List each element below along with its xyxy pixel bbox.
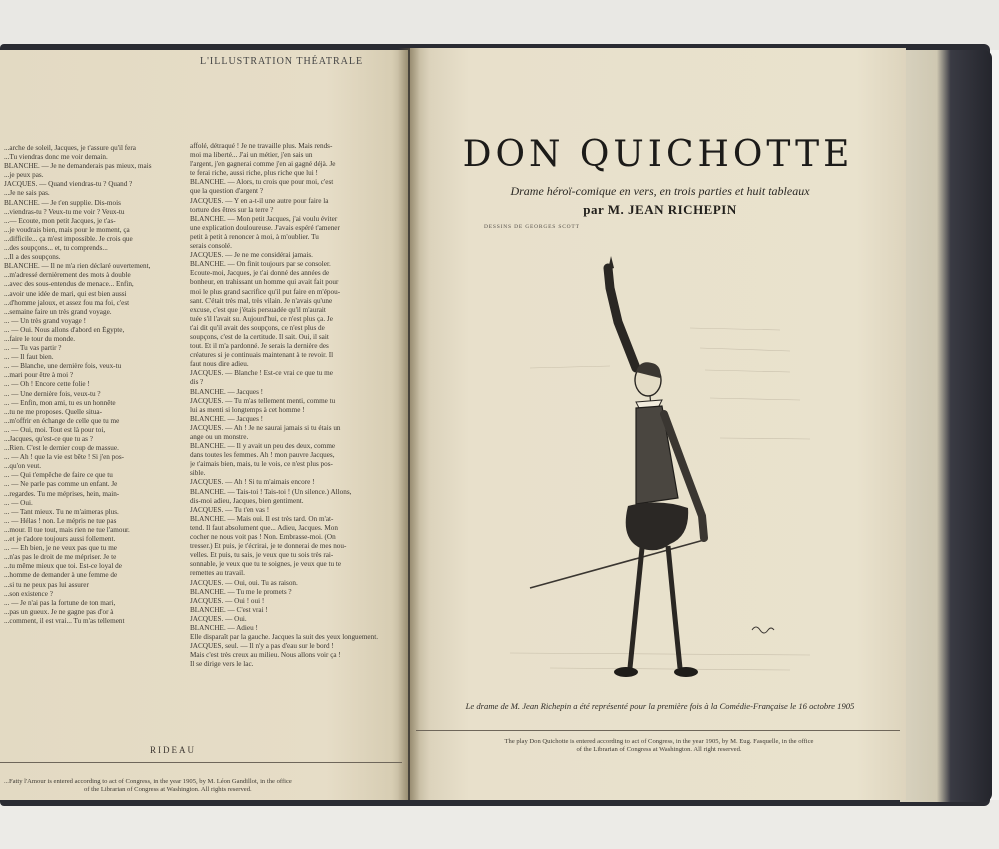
text-line: ...mari pour être à moi ? xyxy=(4,371,74,380)
text-column-1 xyxy=(4,144,182,734)
text-line: ...je voudrais bien, mais pour le moment, ça xyxy=(4,225,130,234)
text-line: JACQUES. — Oui, oui. Tu as raison. xyxy=(190,578,298,587)
text-line: t'ai dit qu'il avait des soupçons, ce n'est plus de xyxy=(190,323,325,332)
text-line: je t'aimais bien, mais, tu le vois, ce n'est plus pos- xyxy=(190,460,333,469)
text-line: ... — Tu vas partir ? xyxy=(4,344,62,353)
text-line: remettes au travail. xyxy=(190,569,245,578)
background-top xyxy=(0,0,999,50)
text-line: BLANCHE. — Adieu ! xyxy=(190,623,258,632)
text-line: BLANCHE. — Tu me le promets ? xyxy=(190,587,292,596)
text-line: ...regardes. Tu me méprises, hein, main- xyxy=(4,489,120,498)
text-line: l'argent, j'en gagnerai comme j'en ai gagné déjà. Je xyxy=(190,160,336,169)
text-line: ... — Ah ! que la vie est bête ! Si j'en pos- xyxy=(4,453,125,462)
text-line: ...arche de soleil, Jacques, je t'assure qu'il fera xyxy=(4,144,136,152)
text-line: JACQUES. — Tu m'as tellement menti, comme tu xyxy=(190,396,336,405)
pointing-hand xyxy=(608,256,614,270)
sword xyxy=(530,540,704,588)
text-line: créatures si je continuais maintenant à te revoir. Il xyxy=(190,351,334,360)
text-line: ... — Ne parle pas comme un enfant. Je xyxy=(4,480,118,489)
text-line: ...homme de demander à une femme de xyxy=(4,571,118,580)
text-line: ange ou un monstre. xyxy=(190,433,249,441)
drawings-credit: DESSINS DE GEORGES SCOTT xyxy=(484,224,580,230)
text-line: BLANCHE. — Jacques ! xyxy=(190,414,264,423)
text-line: ...tu même mieux que toi. Est-ce loyal de xyxy=(4,562,122,571)
text-line: ... — Hélas ! non. Le mépris ne tue pas xyxy=(4,516,117,525)
text-line: ...tu ne me proposes. Quelle situa- xyxy=(4,407,103,416)
text-line: ...Jacques, qu'est-ce que tu as ? xyxy=(4,435,93,443)
background-bottom xyxy=(0,800,999,849)
text-line: ...comment, il est vrai... Tu m'as tellement xyxy=(4,616,125,625)
text-line: velles. Et puis, tu sais, je veux que tu sois très rai- xyxy=(190,551,334,560)
text-line: ...Je ne sais pas. xyxy=(4,189,50,198)
text-line: ... — Qui t'empêche de faire ce que tu xyxy=(4,471,113,480)
right-footnote-line: of the Librarian of Congress at Washington. All right reserved. xyxy=(576,746,742,754)
text-line: JACQUES. — Je ne me considérai jamais. xyxy=(190,251,313,260)
play-title: DON QUICHOTTE xyxy=(462,134,854,175)
text-line: que la question d'argent ? xyxy=(190,187,264,196)
curtain-label: RIDEAU xyxy=(150,745,196,755)
text-line: affolé, détraqué ! Je ne travaille plus. Mais rends- xyxy=(190,142,333,150)
text-line: dis ? xyxy=(190,378,204,387)
left-leg xyxy=(630,548,642,668)
doublet xyxy=(636,406,678,504)
text-line: tend. Il faut absolument que... Adieu, Jacques. Mon xyxy=(190,523,338,532)
text-line: BLANCHE. — Alors, tu crois que pour moi, c'est xyxy=(190,178,334,187)
text-line: JACQUES. — Quand viendras-tu ? Quand ? xyxy=(4,180,133,189)
text-line: JACQUES, seul. — Il n'y a pas d'eau sur le bord ! xyxy=(190,642,334,651)
left-footnote xyxy=(4,778,400,795)
text-line: ...pas un gueux. Je ne gagne pas d'or à xyxy=(4,607,114,616)
text-line: ...difficile... ça m'est impossible. Je crois que xyxy=(4,234,133,243)
text-line: BLANCHE. — C'est vrai ! xyxy=(190,605,268,614)
text-line: sant. C'était très mal, très vilain. Je n'avais qu'une xyxy=(190,296,333,305)
text-line: moi le plus grand sacrifice qu'il put faire en m'épou- xyxy=(190,287,341,296)
premiere-caption: Le drame de M. Jean Richepin a été représenté pour la première fois à la Comédie-Française le 16 octobre 1905 xyxy=(465,701,855,711)
left-footnote-line: of the Librarian of Congress at Washington. All rights reserved. xyxy=(84,786,252,794)
text-line: JACQUES. — Ah ! Je ne saurai jamais si tu étais un xyxy=(190,423,341,432)
text-line: BLANCHE. — Il ne m'a rien déclaré ouvertement, xyxy=(4,262,151,271)
text-line: tout. Et il m'a pardonné. Je serais la dernière des xyxy=(190,342,329,351)
text-line: tuée s'il l'avait su. Aujourd'hui, ce n'est plus ça. Je xyxy=(190,314,333,323)
running-head: L'ILLUSTRATION THÉATRALE xyxy=(200,56,364,67)
left-shoe xyxy=(614,667,638,677)
text-line: Mais c'est très creux au milieu. Nous allons voir ça ! xyxy=(190,651,341,660)
text-line: JACQUES. — Ah ! Si tu m'aimais encore ! xyxy=(190,478,315,487)
right-footnote-line: The play Don Quichotte is entered according to act of Congress, in the year 1905, by M. Eug. Fasquelle, in the office xyxy=(504,738,814,745)
text-line: dis-moi adieu, Jacques, bien gentiment. xyxy=(190,496,304,505)
text-line: ...si tu ne peux pas lui assurer xyxy=(4,580,89,589)
left-page xyxy=(0,50,408,800)
raised-arm xyxy=(608,268,636,368)
text-line: ... — Une dernière fois, veux-tu ? xyxy=(4,389,101,398)
text-line: ...je peux pas. xyxy=(4,171,44,180)
text-line: serais consolé. xyxy=(190,242,232,251)
text-line: petit à petit à renoncer à moi, à m'oublier. Tu xyxy=(190,232,319,241)
text-line: ... — Enfin, mon ami, tu es un honnête xyxy=(4,398,116,407)
text-line: soupçons, c'est de la certitude. Il sait. Oui, il sait xyxy=(190,332,329,341)
text-line: faut nous dire adieu. xyxy=(190,360,249,369)
text-line: excuse, c'est que j'étais persuadée qu'il m'aurait xyxy=(190,305,326,314)
play-author: par M. JEAN RICHEPIN xyxy=(583,202,737,217)
text-line: ...Rien. C'est le dernier coup de massue. xyxy=(4,444,119,453)
right-leg xyxy=(668,546,680,668)
text-line: ... — Il faut bien. xyxy=(4,353,54,362)
text-line: BLANCHE. — Je ne demanderais pas mieux, mais xyxy=(4,162,152,171)
caption-rule xyxy=(416,730,900,731)
text-line: sible. xyxy=(190,469,206,478)
text-line: sonnable, je veux que tu te soignes, je veux que tu te xyxy=(190,560,342,569)
text-line: ...— Ecoute, mon petit Jacques, je t'as- xyxy=(4,216,116,225)
text-line: ...Il a des soupçons. xyxy=(4,253,61,262)
text-line: ... — Tant mieux. Tu ne m'aimeras plus. xyxy=(4,507,119,516)
play-subtitle: Drame héroï-comique en vers, en trois parties et huit tableaux xyxy=(510,184,810,198)
text-line: BLANCHE. — Il y avait un peu des deux, comme xyxy=(190,442,336,451)
text-line: ...semaine faire un très grand voyage. xyxy=(4,307,112,316)
text-line: BLANCHE. — Je t'en supplie. Dis-mois xyxy=(4,198,121,207)
text-line: ...avoir une idée de mari, qui est bien aussi xyxy=(4,289,127,298)
text-line: ...son existence ? xyxy=(4,589,53,598)
text-line: moi ma liberté... J'ai un métier, j'en sais un xyxy=(190,151,313,160)
text-line: ... — Un très grand voyage ! xyxy=(4,316,87,325)
breeches xyxy=(626,502,688,550)
text-line: ... — Oui. xyxy=(4,498,33,507)
text-line: BLANCHE. — Jacques ! xyxy=(190,387,264,396)
right-page xyxy=(410,48,906,800)
book-gutter xyxy=(398,48,420,800)
text-line: Ecoute-moi, Jacques, je t'ai donné des années de xyxy=(190,269,330,278)
text-line: ...faire le tour du monde. xyxy=(4,334,76,343)
text-line: ... — Blanche, une dernière fois, veux-tu xyxy=(4,362,122,371)
text-line: BLANCHE. — On finit toujours par se consoler. xyxy=(190,260,331,269)
text-line: Il se dirige vers le lac. xyxy=(190,660,254,669)
text-column-2 xyxy=(190,142,402,732)
text-line: Elle disparaît par la gauche. Jacques la suit des yeux longuement. xyxy=(190,633,379,642)
footnote-rule xyxy=(0,762,402,763)
text-line: une explication douloureuse. J'avais espéré t'amener xyxy=(190,223,340,232)
text-line: JACQUES. — Blanche ! Est-ce vrai ce que tu me xyxy=(190,369,333,378)
text-line: JACQUES. — Tu t'en vas ! xyxy=(190,505,270,514)
text-line: lui as menti si longtemps à cet homme ! xyxy=(190,405,305,414)
don-quichotte-illustration xyxy=(490,248,830,688)
text-line: torture des êtres sur la terre ? xyxy=(190,205,274,214)
artist-signature xyxy=(752,627,774,633)
text-line: ...Tu viendras donc me voir demain. xyxy=(4,153,108,162)
text-line: ... — Oui, moi. Tout est là pour toi, xyxy=(4,425,106,434)
text-line: ...des soupçons... et, tu comprends... xyxy=(4,244,108,253)
text-line: ...mour. Il tue tout, mais rien ne tue l'amour. xyxy=(4,525,130,534)
right-shoe xyxy=(674,667,698,677)
text-line: ...m'offrir en échange de celle que tu me xyxy=(4,416,120,425)
text-line: BLANCHE. — Tais-toi ! Tais-toi ! (Un silence.) Allons, xyxy=(190,487,352,496)
text-line: BLANCHE. — Mon petit Jacques, j'ai voulu éviter xyxy=(190,214,338,223)
text-line: ... — Je n'ai pas la fortune de ton mari, xyxy=(4,598,116,607)
text-line: dans toutes les femmes. Ah ! mon pauvre Jacques, xyxy=(190,451,335,460)
text-line: ...et je t'adore toujours aussi follement. xyxy=(4,535,116,544)
text-line: ...n'as pas le droit de me mépriser. Je te xyxy=(4,553,117,562)
text-line: ... — Oh ! Encore cette folie ! xyxy=(4,380,90,389)
text-line: BLANCHE. — Mais oui. Il est très tard. On m'at- xyxy=(190,514,334,523)
text-line: ... — Eh bien, je ne veux pas que tu me xyxy=(4,544,117,553)
left-footnote-line: ...Fatty l'Amour is entered according to act of Congress, in the year 1905, by M. Léon Gandillot, in the office xyxy=(4,778,292,785)
text-line: bonheur, en trahissant un homme qui avait fait pour xyxy=(190,278,339,287)
right-footnote xyxy=(424,738,894,755)
text-line: cocher ne nous voit pas ! Non. Embrasse-moi. (On xyxy=(190,533,336,542)
text-line: ... — Oui. Nous allons d'abord en Égypte, xyxy=(4,325,125,334)
text-line: ...m'adressé dernièrement des mots à double xyxy=(4,271,131,280)
text-line: ...viendras-tu ? Veux-tu me voir ? Veux-tu xyxy=(4,207,125,216)
book-page-edges xyxy=(900,50,992,802)
text-line: JACQUES. — Oui ! oui ! xyxy=(190,596,265,605)
text-line: ...qu'on veut. xyxy=(4,462,42,471)
text-line: ...avec des sous-entendus de menace... Enfin, xyxy=(4,280,134,289)
text-line: te ferai riche, aussi riche, plus riche que lui ! xyxy=(190,169,318,178)
text-line: JACQUES. — Oui. xyxy=(190,614,247,623)
text-line: JACQUES. — Y en a-t-il une autre pour faire la xyxy=(190,196,329,205)
text-line: tresser.) Et puis, je t'écrirai, je te donnerai de mes nou- xyxy=(190,542,347,551)
text-line: ...d'homme jaloux, et assez fou ma foi, c'est xyxy=(4,298,130,307)
